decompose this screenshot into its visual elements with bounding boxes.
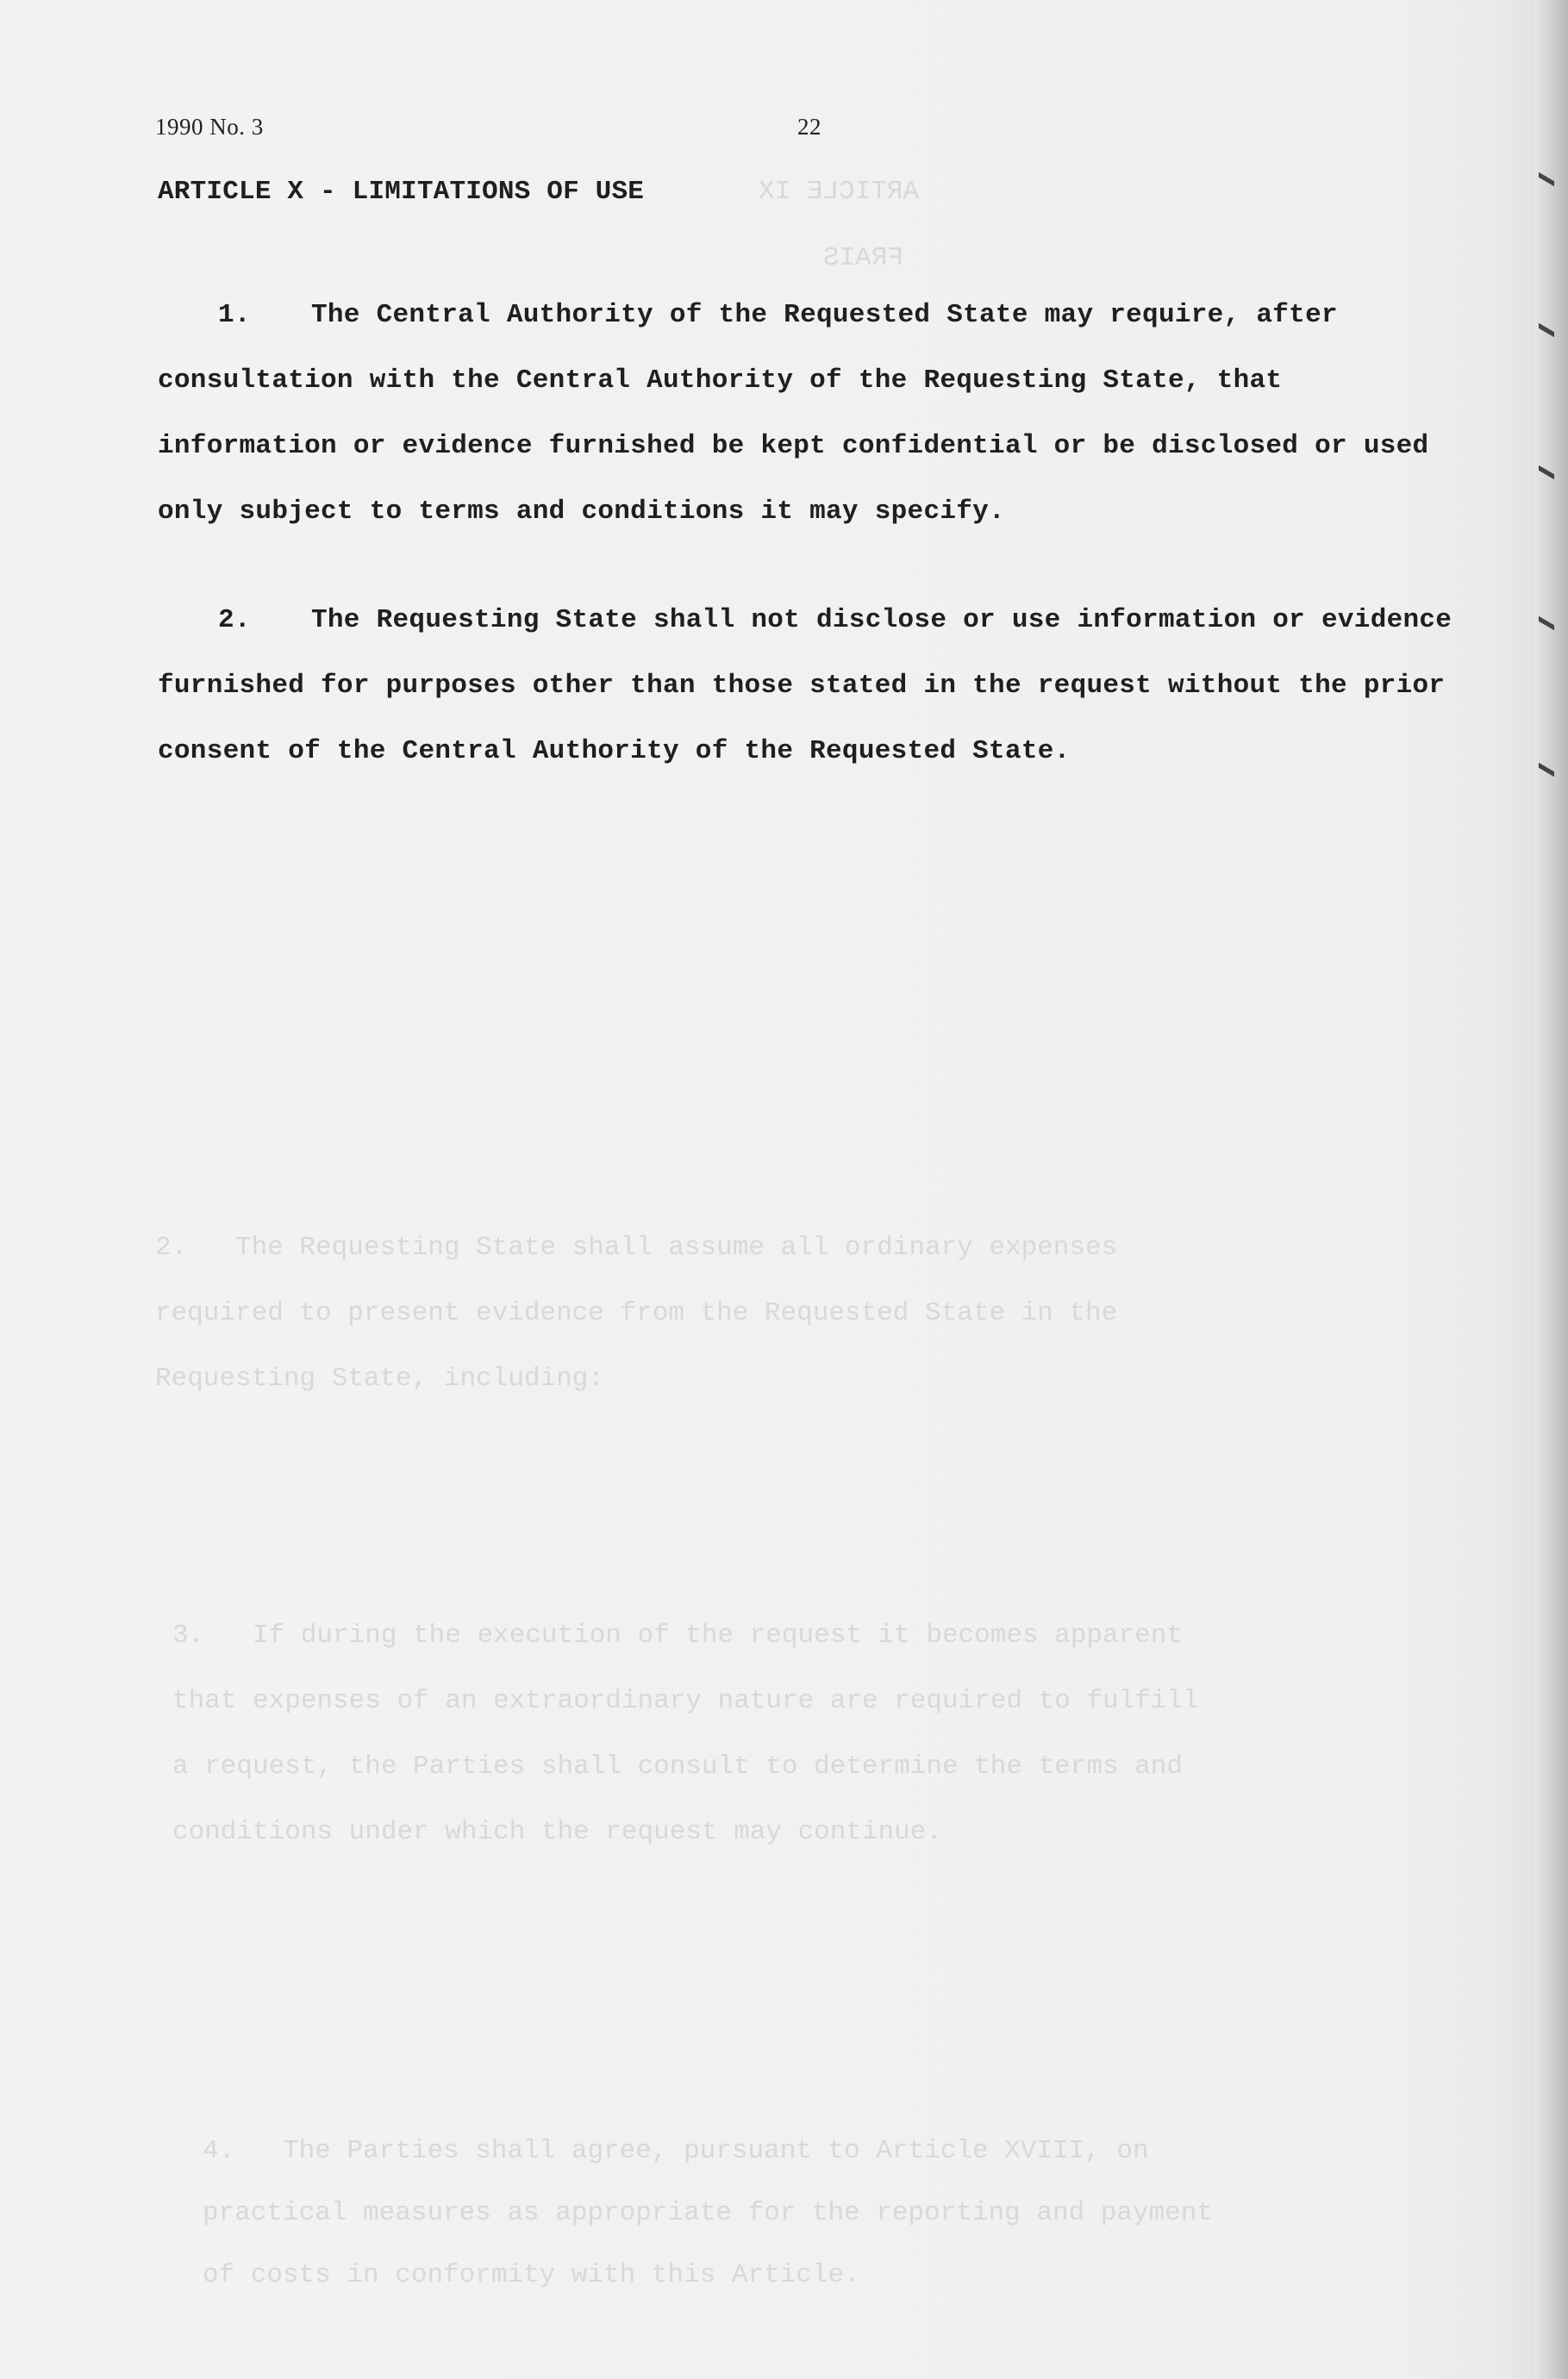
paragraph-number: 1.	[218, 300, 251, 330]
article-paragraph	[158, 588, 1477, 784]
article-title: ARTICLE X - LIMITATIONS OF USE	[158, 177, 645, 207]
bleed-through-text: FRAIS	[823, 243, 904, 273]
paragraph-number: 2.	[218, 605, 251, 635]
bleed-through-text: ARTICLE IX	[759, 177, 920, 207]
bleed-through-text: 2. The Requesting State shall assume all ordinary expenses required to present evidence from the Requested State in the Requesting State, including:	[155, 1233, 1118, 1394]
article-body	[158, 177, 1477, 784]
article-paragraph	[158, 283, 1477, 545]
bleed-through-text: 4. The Parties shall agree, pursuant to Article XVIII, on practical measures as appropriate for the reporting and payment of costs in conformity with this Article.	[203, 2136, 1213, 2290]
series-label: 1990 No. 3	[155, 114, 264, 140]
paragraph-text: The Requesting State shall not disclose or use information or evidence furnished for purposes other than those stated in the request without the prior consent of the Central Authority of the Requested State.	[158, 605, 1452, 766]
page-number: 22	[797, 114, 821, 140]
paragraph-text: The Central Authority of the Requested State may require, after consultation with the Central Authority of the Requesting State, that information or evidence furnished be kept confidential or be disclosed or used only subject to terms and conditions it may specify.	[158, 300, 1429, 527]
bleed-through-text: 3. If during the execution of the request it becomes apparent that expenses of an extraordinary nature are required to fulfill a request, the Parties shall consult to determine the terms and conditions under which the request may continue.	[172, 1620, 1199, 1847]
page-edge-shadow	[1534, 0, 1568, 2379]
